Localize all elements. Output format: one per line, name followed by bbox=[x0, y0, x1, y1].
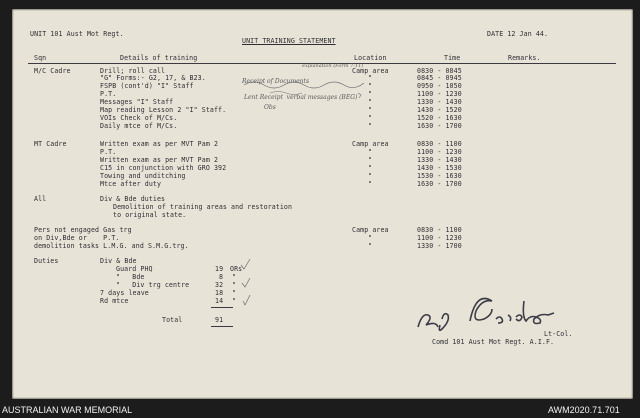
signature-rank: Lt-Col. bbox=[544, 330, 573, 338]
time-cell: 1530 - 1630 bbox=[417, 172, 462, 180]
detail-line: on Div,Bde or P.T. bbox=[34, 234, 120, 242]
duty-label: Rd mtce bbox=[100, 297, 129, 305]
duty-unit: ORs bbox=[230, 265, 243, 273]
location-cell: Camp area bbox=[352, 67, 389, 75]
section-name: Duties bbox=[34, 257, 59, 265]
unit-field: UNIT 101 Aust Mot Regt. bbox=[30, 30, 124, 38]
detail-line: Map reading Lesson 2 "I" Staff. bbox=[100, 106, 227, 114]
detail-line: Div & Bde duties bbox=[100, 195, 166, 203]
time-cell: 0950 - 1050 bbox=[417, 82, 462, 90]
location-cell: " bbox=[368, 82, 373, 90]
detail-line: P.T. bbox=[100, 90, 117, 98]
time-cell: 0830 - 1100 bbox=[417, 140, 462, 148]
col-sqn: Sqn bbox=[34, 54, 47, 62]
detail-line: FSPB (cont'd) "I" Staff bbox=[100, 82, 194, 90]
detail-line: C15 in conjunction with GRO 392 bbox=[100, 164, 227, 172]
detail-line: Pers not engaged Gas trg bbox=[34, 226, 132, 234]
location-cell: " bbox=[368, 172, 373, 180]
time-cell: 1100 - 1230 bbox=[417, 148, 462, 156]
total-double-rule bbox=[211, 326, 233, 327]
col-remarks: Remarks. bbox=[508, 54, 541, 62]
location-cell: " bbox=[368, 234, 373, 242]
total-label: Total bbox=[162, 316, 183, 324]
time-cell: 1630 - 1700 bbox=[417, 122, 462, 130]
duty-unit: " bbox=[232, 297, 237, 305]
signature-comd: Comd 101 Aust Mot Regt. A.I.F. bbox=[432, 338, 555, 346]
duty-count: 18 bbox=[215, 289, 224, 297]
section-name: All bbox=[34, 195, 47, 203]
duty-label: Guard PHQ bbox=[116, 265, 153, 273]
time-cell: 1520 - 1630 bbox=[417, 114, 462, 122]
time-cell: 1430 - 1520 bbox=[417, 106, 462, 114]
pencil-annotation: Obs bbox=[264, 104, 276, 111]
duty-count: 14 bbox=[215, 297, 224, 305]
footer-accession: AWM2020.71.701 bbox=[548, 405, 620, 415]
time-cell: 0830 - 0845 bbox=[417, 67, 462, 75]
detail-line: Messages "I" Staff bbox=[100, 98, 174, 106]
detail-line: "G" Forms:- G2, 17, & B23. bbox=[100, 74, 206, 82]
time-cell: 1100 - 1230 bbox=[417, 90, 462, 98]
time-cell: 0830 - 1100 bbox=[417, 226, 462, 234]
duty-label: " Bde bbox=[116, 273, 145, 281]
time-cell: 1430 - 1530 bbox=[417, 164, 462, 172]
time-cell: 1330 - 1430 bbox=[417, 98, 462, 106]
detail-line: demolition tasks L.M.G. and S.M.G.trg. bbox=[34, 242, 189, 250]
total-value: 91 bbox=[215, 316, 224, 324]
detail-line: Written exam as per MVT Pam 2 bbox=[100, 140, 219, 148]
time-cell: 1330 - 1430 bbox=[417, 156, 462, 164]
pencil-tick-marks bbox=[238, 257, 258, 309]
pencil-scribble bbox=[240, 71, 373, 122]
detail-line: Drill; roll call bbox=[100, 67, 166, 75]
detail-line: Written exam as per MVT Pam 2 bbox=[100, 156, 219, 164]
duty-count: 32 bbox=[215, 281, 224, 289]
document-page bbox=[12, 9, 633, 399]
time-cell: 1330 - 1700 bbox=[417, 242, 462, 250]
detail-line: Daily mtce of M/Cs. bbox=[100, 122, 178, 130]
duties-heading: Div & Bde bbox=[100, 257, 137, 265]
duty-label: 7 days leave bbox=[100, 289, 149, 297]
location-cell: " bbox=[368, 90, 373, 98]
pencil-annotation: Lent Receipt verbal messages (BEG) bbox=[244, 94, 358, 101]
duty-unit: " bbox=[232, 289, 237, 297]
detail-line: P.T. bbox=[100, 148, 117, 156]
section-name: MT Cadre bbox=[34, 140, 67, 148]
location-cell: Camp area bbox=[352, 226, 389, 234]
location-cell: Camp area bbox=[352, 140, 389, 148]
location-cell: " bbox=[368, 156, 373, 164]
location-cell: " bbox=[368, 242, 373, 250]
time-cell: 0845 - 0945 bbox=[417, 74, 462, 82]
detail-line: to original state. bbox=[113, 211, 187, 219]
location-cell: " bbox=[368, 164, 373, 172]
total-rule bbox=[211, 307, 233, 308]
duty-count: 19 bbox=[215, 265, 224, 273]
detail-line: VOIs Check of M/Cs. bbox=[100, 114, 178, 122]
pencil-annotation: Receipt of Documents bbox=[242, 78, 310, 85]
duty-label: " Div trg centre bbox=[116, 281, 190, 289]
detail-line: Demolition of training areas and restoration bbox=[113, 203, 293, 211]
section-name: M/C Cadre bbox=[34, 67, 71, 75]
time-cell: 1100 - 1230 bbox=[417, 234, 462, 242]
location-cell: " bbox=[368, 106, 373, 114]
location-cell: " bbox=[368, 114, 373, 122]
col-time: Time bbox=[444, 54, 461, 62]
duty-unit: " bbox=[232, 281, 237, 289]
location-cell: " bbox=[368, 74, 373, 82]
duty-unit: " bbox=[232, 273, 237, 281]
document-title: UNIT TRAINING STATEMENT bbox=[242, 37, 336, 45]
location-cell: " bbox=[368, 98, 373, 106]
date-field: DATE 12 Jan 44. bbox=[487, 30, 549, 38]
location-cell: " bbox=[368, 180, 373, 188]
detail-line: Towing and unditching bbox=[100, 172, 186, 180]
footer-credit: AUSTRALIAN WAR MEMORIAL bbox=[2, 405, 133, 415]
time-cell: 1630 - 1700 bbox=[417, 180, 462, 188]
signature-name bbox=[432, 307, 473, 314]
location-cell: " bbox=[368, 122, 373, 130]
pencil-annotation: explanation (Form 7-11) bbox=[302, 63, 364, 69]
duty-count: 8 bbox=[219, 273, 224, 281]
col-location: Location bbox=[354, 54, 387, 62]
location-cell: " bbox=[368, 148, 373, 156]
detail-line: Mtce after duty bbox=[100, 180, 162, 188]
col-details: Details of training bbox=[120, 54, 198, 62]
